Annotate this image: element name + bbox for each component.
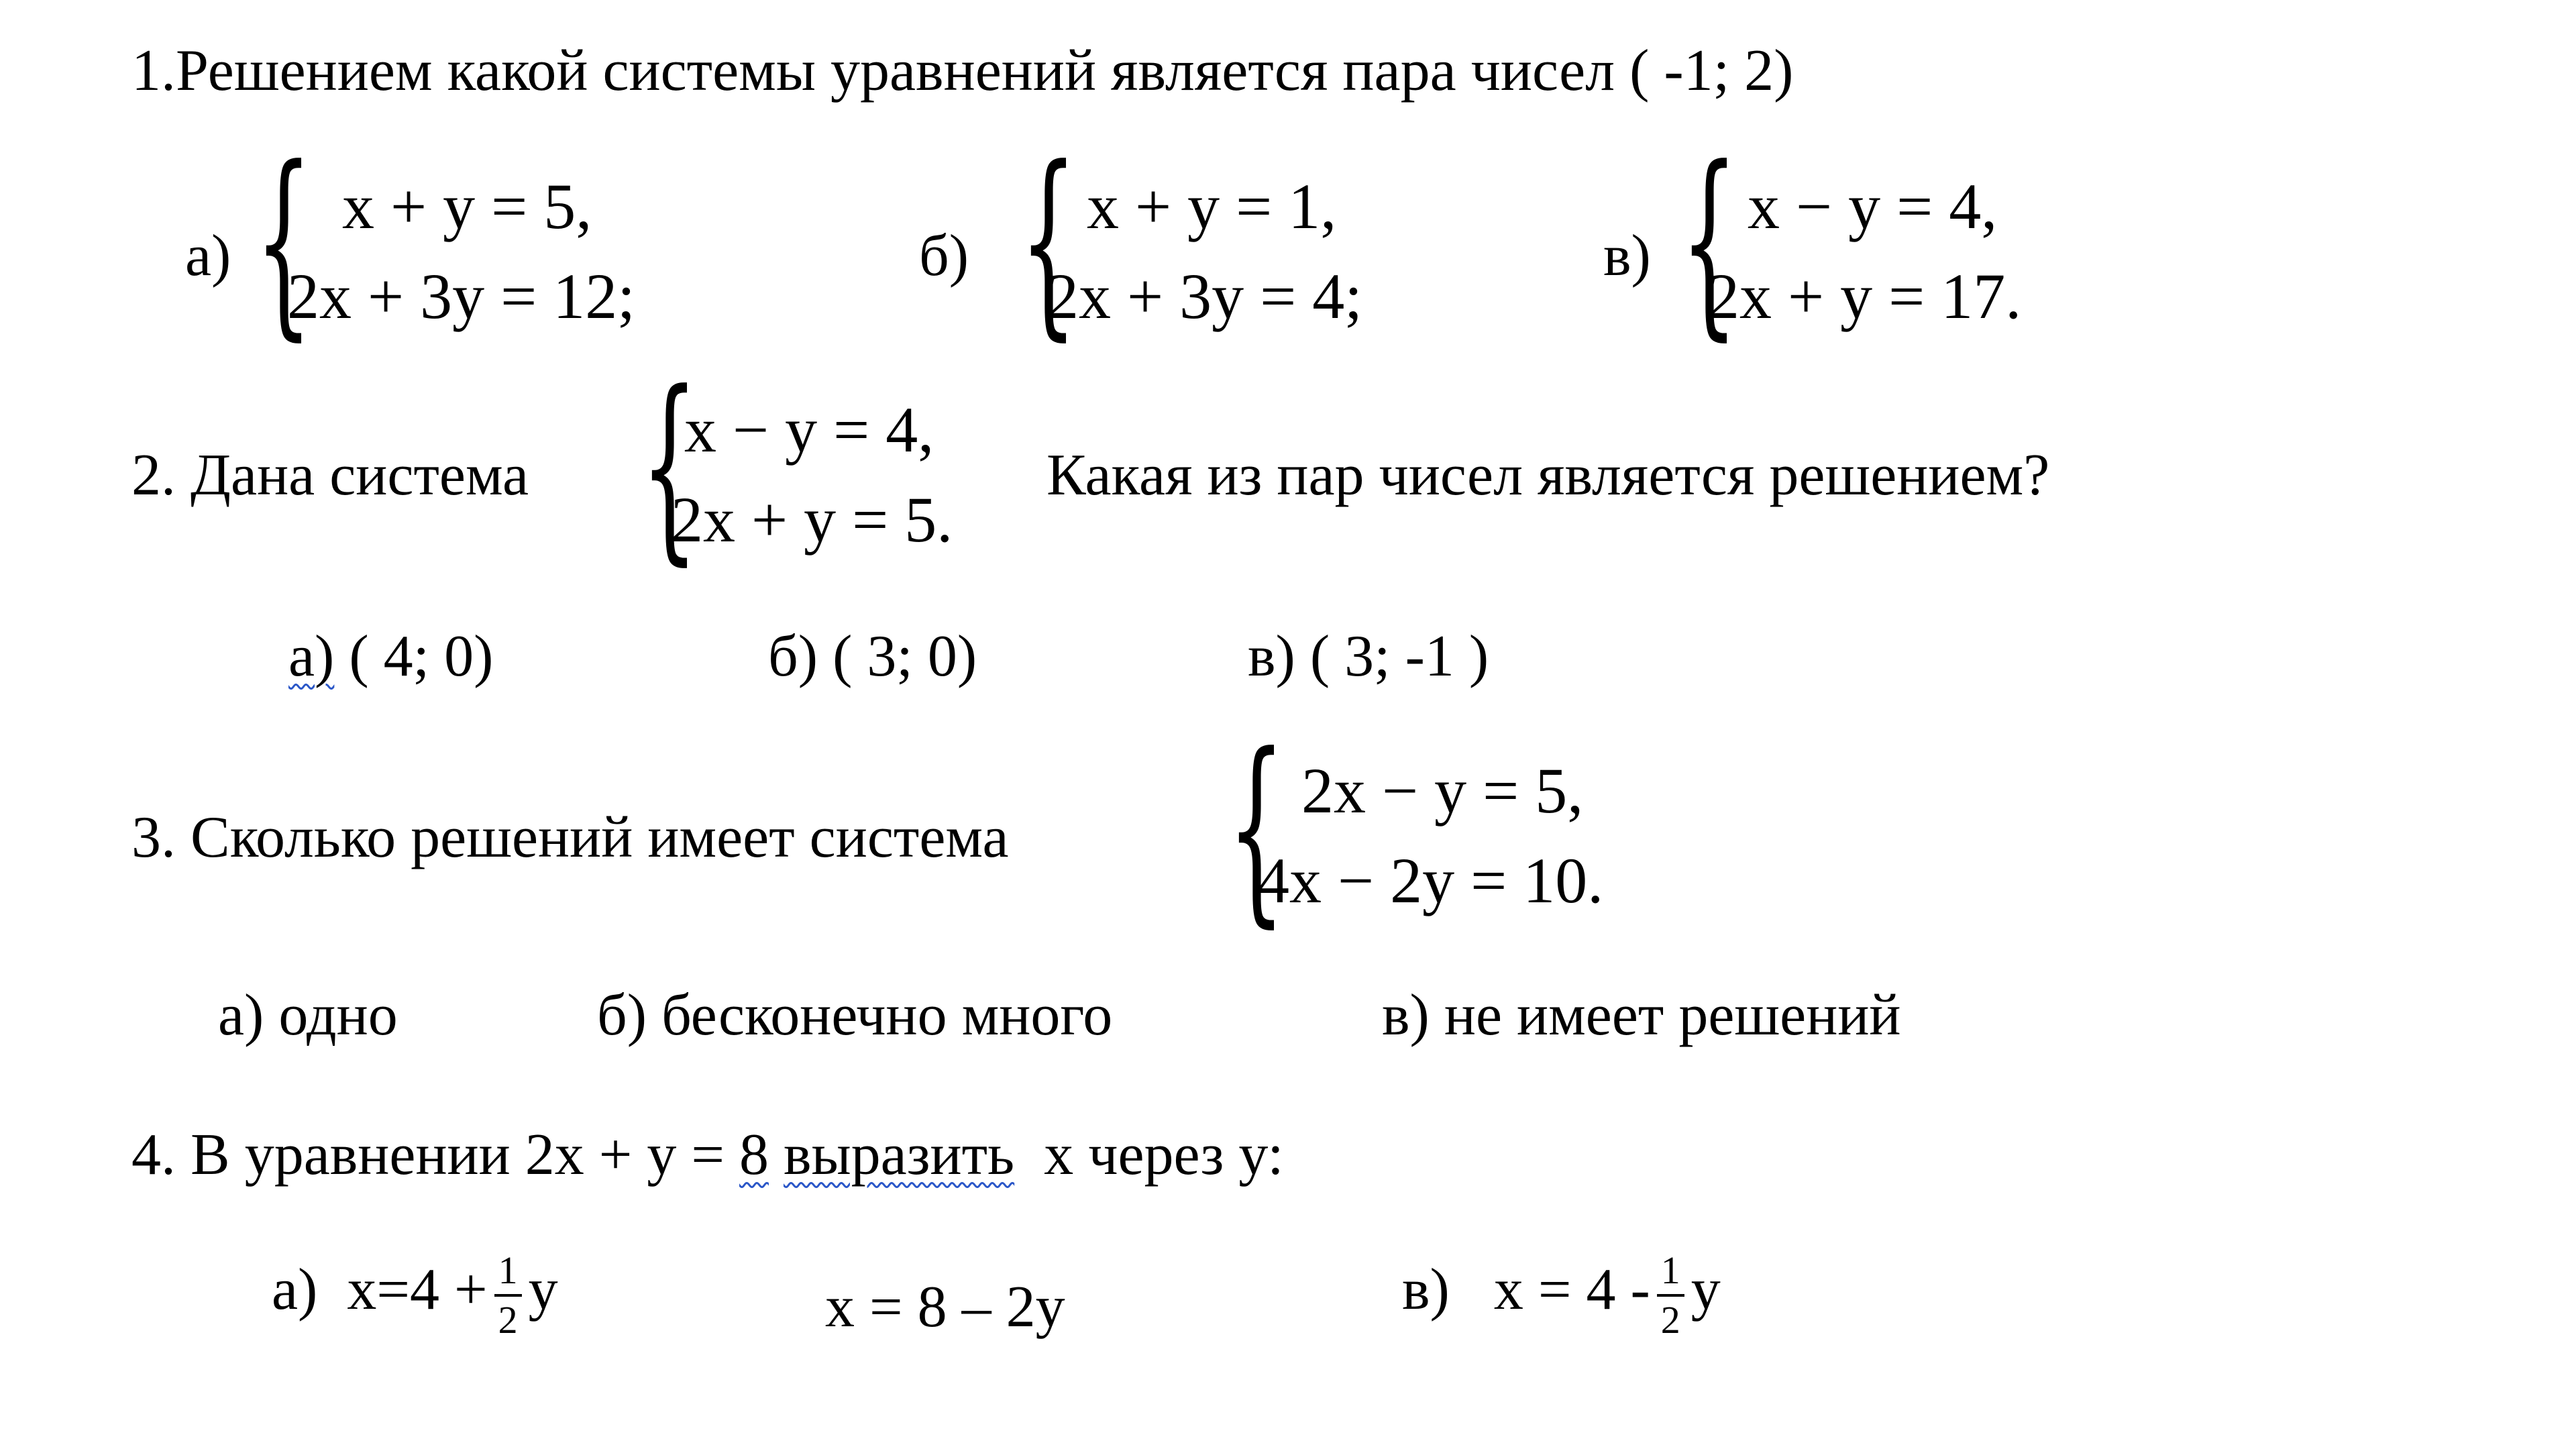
- q3-system: [1228, 711, 1751, 945]
- q3-option-a: а) одно: [218, 983, 398, 1048]
- brace-icon: {: [1020, 124, 1077, 358]
- brace-icon: {: [255, 124, 313, 358]
- q4-option-c: [1402, 1248, 1721, 1342]
- q4-option-a-after: у: [528, 1257, 558, 1323]
- q1-option-c-system: [1680, 124, 2163, 358]
- q4-option-b: х = 8 – 2у: [825, 1275, 1065, 1340]
- q2-option-a: [288, 624, 494, 689]
- q1-a-eq1: x + y = 5,: [342, 170, 592, 242]
- fraction-denominator: 2: [1660, 1298, 1680, 1342]
- brace-icon: {: [1680, 124, 1738, 358]
- q4-part2: 8: [739, 1122, 769, 1187]
- q2-eq1: x − y = 4,: [684, 394, 934, 466]
- q2-option-b-value: ( 3; 0): [833, 624, 977, 689]
- q1-option-a-label: а): [185, 223, 231, 288]
- q1-c-eq2: 2x + y = 17.: [1707, 260, 2022, 332]
- q2-option-a-value: ( 4; 0): [349, 624, 494, 689]
- fraction-numerator: 1: [1657, 1251, 1684, 1297]
- question-2-prefix: 2. Дана система: [131, 443, 529, 508]
- q2-option-c: [1248, 624, 1489, 689]
- q1-b-eq2: 2x + 3y = 4;: [1046, 260, 1362, 332]
- q4-part1: 4. В уравнении 2x + y =: [131, 1122, 724, 1187]
- q1-option-b-system: [1020, 124, 1503, 358]
- q4-part4: х через у:: [1044, 1122, 1284, 1187]
- q1-a-eq2: 2x + 3y = 12;: [287, 260, 635, 332]
- q2-option-c-value: ( 3; -1 ): [1309, 624, 1489, 689]
- q1-option-a-system: [255, 124, 792, 358]
- q4-option-c-fraction: [1657, 1248, 1684, 1342]
- q4-option-a: [272, 1248, 558, 1342]
- q4-option-c-before: х = 4 -: [1493, 1257, 1650, 1323]
- q4-option-c-after: у: [1690, 1257, 1721, 1323]
- fraction-denominator: 2: [498, 1298, 518, 1342]
- q3-option-b: б) бесконечно много: [597, 983, 1113, 1048]
- q4-option-a-fraction: [494, 1248, 522, 1342]
- q4-option-a-before: х=4 +: [347, 1257, 488, 1323]
- q2-system: [641, 349, 1043, 583]
- question-4-text: [131, 1122, 1284, 1187]
- q1-option-c-label: в): [1603, 223, 1651, 288]
- q4-option-c-label: в): [1402, 1257, 1450, 1323]
- q1-option-b-label: б): [919, 223, 969, 288]
- question-1-text: 1.Решением какой системы уравнений является пара чисел ( -1; 2): [131, 38, 1794, 103]
- brace-icon: {: [1228, 711, 1285, 945]
- q2-eq2: 2x + y = 5.: [671, 484, 953, 555]
- q1-b-eq1: x + y = 1,: [1087, 170, 1337, 242]
- q4-option-a-label: а): [272, 1257, 318, 1323]
- q2-option-b-label: б): [768, 624, 818, 689]
- q2-option-b: [768, 624, 977, 689]
- q3-eq1: 2x − y = 5,: [1301, 755, 1584, 826]
- question-2-suffix: Какая из пар чисел является решением?: [1046, 443, 2050, 508]
- fraction-numerator: 1: [494, 1251, 522, 1297]
- brace-icon: {: [641, 349, 698, 583]
- q3-option-c: в) не имеет решений: [1382, 983, 1901, 1048]
- question-3-prefix: 3. Сколько решений имеет система: [131, 805, 1009, 870]
- q2-option-c-label: в): [1248, 624, 1295, 689]
- q1-c-eq1: x − y = 4,: [1748, 170, 1998, 242]
- q3-eq2: 4x − 2y = 10.: [1257, 845, 1604, 916]
- q2-option-a-label: а): [288, 624, 335, 689]
- q4-part3: выразить: [784, 1122, 1015, 1187]
